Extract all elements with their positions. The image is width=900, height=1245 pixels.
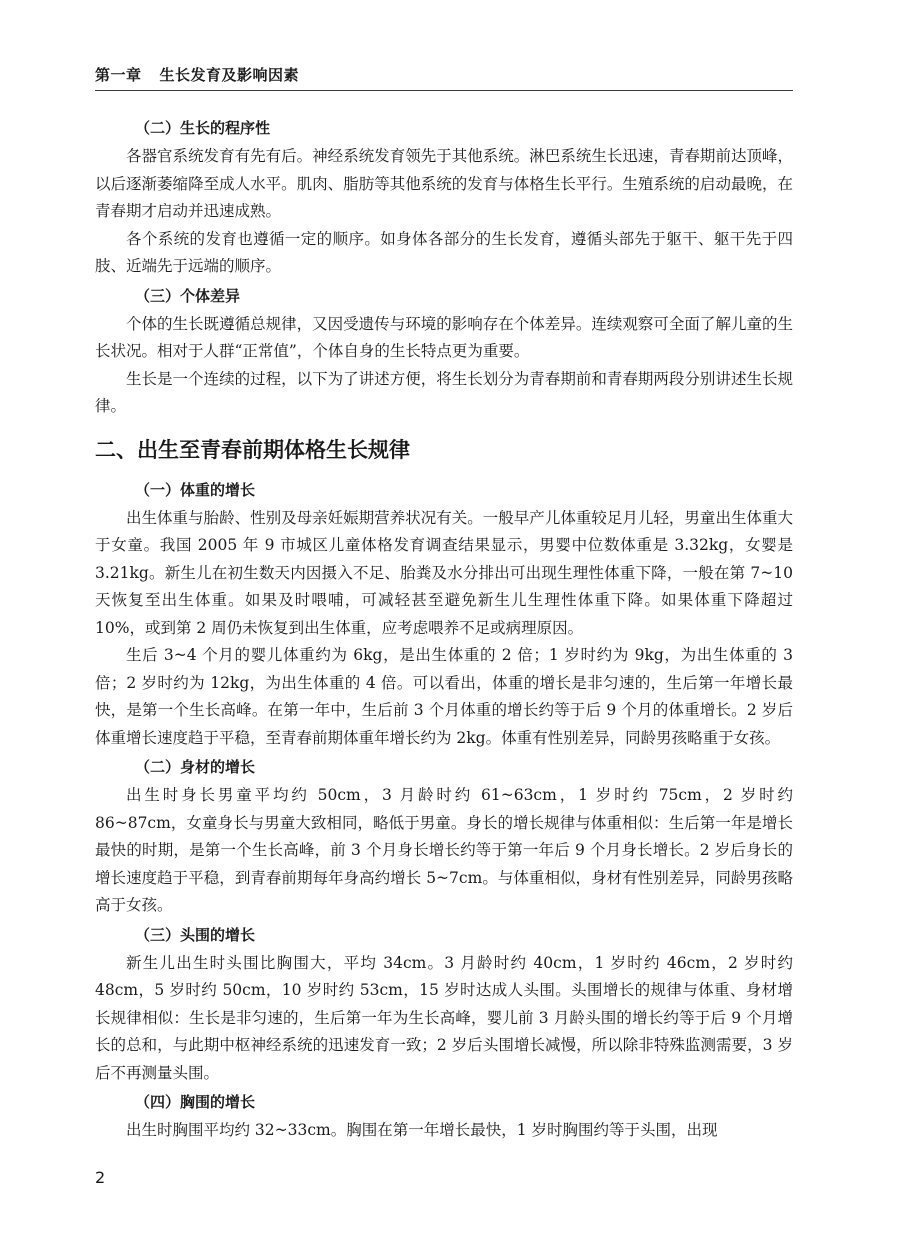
paragraph: 个体的生长既遵循总规律，又因受遗传与环境的影响存在个体差异。连续观察可全面了解儿童的生长状况。相对于人群“正常值”，个体自身的生长特点更为重要。: [95, 314, 793, 360]
chapter-label: 第一章: [95, 66, 142, 84]
paragraph: 生长是一个连续的过程，以下为了讲述方便，将生长划分为青春期前和青春期两段分别讲述生长规律。: [95, 369, 793, 415]
paragraph: 各器官系统发育有先有后。神经系统发育领先于其他系统。淋巴系统生长迅速，青春期前达顶峰，以后逐渐萎缩降至成人水平。肌肉、脂肪等其他系统的发育与体格生长平行。生殖系统的启动最晚，在青春期才启动并迅速成熟。: [95, 147, 793, 220]
subheading-individual-difference: （三）个体差异: [135, 286, 241, 305]
paragraph: 各个系统的发育也遵循一定的顺序。如身体各部分的生长发育，遵循头部先于躯干、躯干先于四肢、近端先于远端的顺序。: [95, 229, 793, 275]
subheading-head-circumference: （三）头围的增长: [135, 925, 256, 944]
paragraph: 新生儿出生时头围比胸围大，平均 34cm。3 月龄时约 40cm，1 岁时约 46cm，2 岁时约 48cm，5 岁时约 50cm，10 岁时约 53cm，15 岁时达成人头围。头围增长的规律与体重、身材增长规律相似：生长是非匀速的，生后第一年为生长高峰，婴儿前 3 月龄头围的增长约等于后 9 个月增长的总和，与此期中枢神经系统的迅速发育一致；2 岁后头围增长减慢，所以除非特殊监测需要，3 岁后不再测量头围。: [95, 953, 793, 1082]
chapter-title: 生长发育及影响因素: [159, 66, 300, 84]
subheading-chest-circumference: （四）胸围的增长: [135, 1093, 256, 1111]
paragraph: 出生时胸围平均约 32~33cm。胸围在第一年增长最快，1 岁时胸围约等于头围，出现: [126, 1121, 718, 1139]
paragraph: 生后 3~4 个月的婴儿体重约为 6kg，是出生体重的 2 倍；1 岁时约为 9kg，为出生体重的 3 倍；2 岁时约为 12kg，为出生体重的 4 倍。可以看出，体重的增长是非匀速的，生后第一年增长最快，是第一个生长高峰。在第一年中，生后前 3 个月体重的增长约等于后 9 个月的体重增长。2 岁后体重增长速度趋于平稳，至青春前期体重年增长约为 2kg。体重有性别差异，同龄男孩略重于女孩。: [95, 646, 793, 747]
subheading-growth-sequence: （二）生长的程序性: [135, 119, 271, 137]
page-number: 2: [95, 1168, 106, 1187]
book-page: [95, 0, 793, 1245]
page-body: [95, 113, 793, 1145]
subheading-weight: （一）体重的增长: [135, 480, 256, 499]
running-header: [95, 64, 793, 91]
section-heading: 二、出生至青春前期体格生长规律: [95, 437, 410, 462]
subheading-height: （二）身材的增长: [135, 758, 256, 776]
paragraph: 出生体重与胎龄、性别及母亲妊娠期营养状况有关。一般早产儿体重较足月儿轻，男童出生体重大于女童。我国 2005 年 9 市城区儿童体格发育调查结果显示，男婴中位数体重是 3.32kg，女婴是 3.21kg。新生儿在初生数天内因摄入不足、胎粪及水分排出可出现生理性体重下降，一般在第 7~10 天恢复至出生体重。如果及时喂哺，可减轻甚至避免新生儿生理性体重下降。如果体重下降超过 10%，或到第 2 周仍未恢复到出生体重，应考虑喂养不足或病理原因。: [95, 508, 793, 637]
paragraph: 出生时身长男童平均约 50cm，3 月龄时约 61~63cm，1 岁时约 75cm，2 岁时约 86~87cm，女童身长与男童大致相同，略低于男童。身长的增长规律与体重相似：生后第一年是增长最快的时期，是第一个生长高峰，前 3 个月身长增长约等于第一年后 9 个月身长增长。2 岁后身长的增长速度趋于平稳，到青春前期每年身高约增长 5~7cm。与体重相似，身材有性别差异，同龄男孩略高于女孩。: [95, 786, 793, 914]
